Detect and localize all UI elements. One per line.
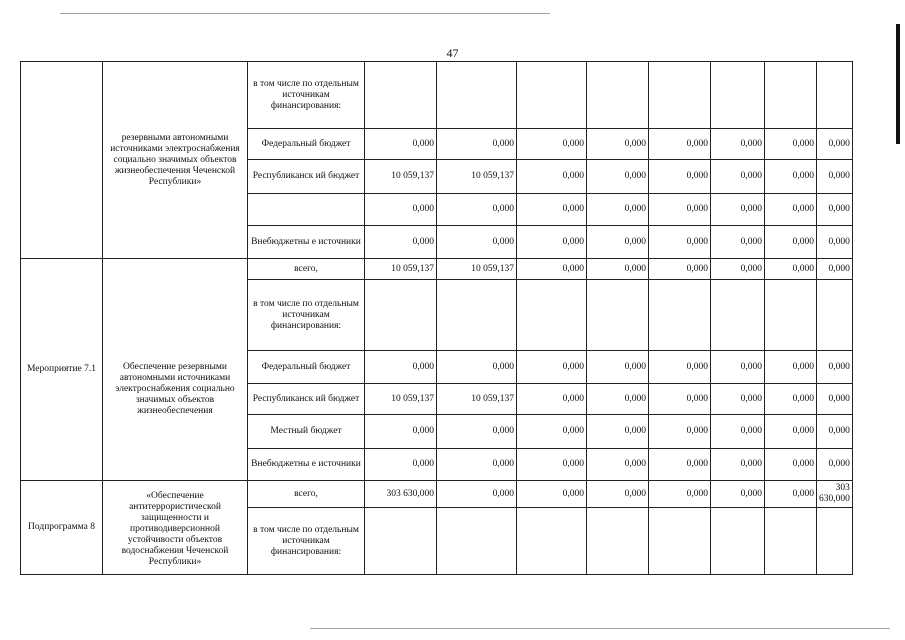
value-cell: 0,000 <box>649 449 711 481</box>
row-description: Обеспечение резервными автономными источниками электроснабжения социально значимых объектов жизнеобеспечения <box>103 259 248 481</box>
value-cell: 0,000 <box>711 129 765 160</box>
value-cell: 0,000 <box>587 194 649 226</box>
value-cell: 0,000 <box>587 449 649 481</box>
value-cell: 0,000 <box>517 449 587 481</box>
value-cell: 0,000 <box>437 129 517 160</box>
funding-source: Местный бюджет <box>248 415 365 449</box>
value-cell <box>437 62 517 129</box>
value-cell <box>365 62 437 129</box>
value-cell: 0,000 <box>587 481 649 508</box>
value-cell: 0,000 <box>365 129 437 160</box>
value-cell <box>817 62 853 129</box>
value-cell: 0,000 <box>765 194 817 226</box>
value-cell: 0,000 <box>765 226 817 259</box>
funding-source: Республиканск ий бюджет <box>248 384 365 415</box>
value-cell: 0,000 <box>817 415 853 449</box>
value-cell: 0,000 <box>711 259 765 280</box>
table-row <box>21 62 853 129</box>
value-cell: 0,000 <box>817 226 853 259</box>
value-cell <box>437 280 517 351</box>
value-cell: 0,000 <box>649 351 711 384</box>
row-label: Мероприятие 7.1 <box>21 259 103 481</box>
value-cell: 0,000 <box>517 259 587 280</box>
value-cell: 0,000 <box>649 160 711 194</box>
table-row <box>21 259 853 280</box>
value-cell: 0,000 <box>817 351 853 384</box>
value-cell: 10 059,137 <box>437 259 517 280</box>
value-cell <box>711 280 765 351</box>
value-cell: 0,000 <box>517 160 587 194</box>
value-cell: 0,000 <box>437 226 517 259</box>
value-cell: 0,000 <box>765 481 817 508</box>
value-cell: 0,000 <box>765 160 817 194</box>
value-cell: 0,000 <box>649 481 711 508</box>
value-cell <box>817 508 853 575</box>
value-cell: 0,000 <box>711 226 765 259</box>
value-cell: 0,000 <box>517 384 587 415</box>
value-cell <box>365 508 437 575</box>
value-cell: 10 059,137 <box>365 160 437 194</box>
value-cell: 0,000 <box>711 351 765 384</box>
value-cell <box>365 280 437 351</box>
value-cell: 0,000 <box>365 194 437 226</box>
value-cell: 0,000 <box>365 449 437 481</box>
value-cell: 0,000 <box>437 415 517 449</box>
value-cell: 0,000 <box>517 194 587 226</box>
value-cell <box>765 508 817 575</box>
value-cell: 0,000 <box>817 129 853 160</box>
value-cell: 0,000 <box>765 449 817 481</box>
value-cell <box>765 280 817 351</box>
value-cell: 10 059,137 <box>365 384 437 415</box>
row-description: резервными автономными источниками электроснабжения социально значимых объектов жизнеобеспечения Чеченской Республики» <box>103 62 248 259</box>
funding-source: в том числе по отдельным источникам финансирования: <box>248 280 365 351</box>
value-cell: 0,000 <box>765 415 817 449</box>
value-cell: 0,000 <box>817 449 853 481</box>
value-cell <box>437 508 517 575</box>
value-cell: 0,000 <box>587 129 649 160</box>
value-cell: 0,000 <box>711 415 765 449</box>
value-cell: 0,000 <box>711 194 765 226</box>
value-cell: 0,000 <box>649 194 711 226</box>
value-cell: 0,000 <box>765 129 817 160</box>
value-cell: 0,000 <box>365 415 437 449</box>
value-cell: 0,000 <box>765 384 817 415</box>
value-cell: 0,000 <box>587 384 649 415</box>
value-cell: 0,000 <box>587 160 649 194</box>
value-cell: 0,000 <box>711 384 765 415</box>
value-cell: 0,000 <box>817 259 853 280</box>
value-cell: 0,000 <box>437 351 517 384</box>
value-cell: 10 059,137 <box>437 384 517 415</box>
value-cell: 0,000 <box>817 384 853 415</box>
value-cell: 0,000 <box>587 415 649 449</box>
value-cell: 0,000 <box>437 481 517 508</box>
funding-source <box>248 194 365 226</box>
value-cell: 0,000 <box>587 226 649 259</box>
value-cell: 0,000 <box>517 415 587 449</box>
funding-source: в том числе по отдельным источникам финансирования: <box>248 62 365 129</box>
value-cell <box>517 62 587 129</box>
value-cell: 0,000 <box>517 129 587 160</box>
funding-source: Внебюджетны е источники <box>248 226 365 259</box>
value-cell: 0,000 <box>649 415 711 449</box>
value-cell: 0,000 <box>817 160 853 194</box>
value-cell <box>711 62 765 129</box>
value-cell <box>649 62 711 129</box>
value-cell <box>765 62 817 129</box>
value-cell: 0,000 <box>711 160 765 194</box>
value-cell: 0,000 <box>711 481 765 508</box>
value-cell: 0,000 <box>517 481 587 508</box>
value-cell: 0,000 <box>817 194 853 226</box>
value-cell: 0,000 <box>649 129 711 160</box>
value-cell: 10 059,137 <box>437 160 517 194</box>
budget-table <box>20 61 853 575</box>
value-cell <box>711 508 765 575</box>
value-cell: 10 059,137 <box>365 259 437 280</box>
value-cell: 0,000 <box>517 226 587 259</box>
value-cell: 0,000 <box>587 259 649 280</box>
value-cell: 0,000 <box>437 194 517 226</box>
value-cell: 303 630,000 <box>365 481 437 508</box>
value-cell <box>587 62 649 129</box>
funding-source: всего, <box>248 481 365 508</box>
value-cell: 0,000 <box>365 351 437 384</box>
value-cell <box>517 280 587 351</box>
funding-source: Республиканск ий бюджет <box>248 160 365 194</box>
row-label: Подпрограмма 8 <box>21 481 103 575</box>
scan-artifact-bottom <box>310 628 890 629</box>
value-cell: 0,000 <box>649 259 711 280</box>
value-cell: 303 630,000 <box>817 481 853 508</box>
page-number: 47 <box>446 46 459 60</box>
value-cell: 0,000 <box>711 449 765 481</box>
row-description: «Обеспечение антитеррористической защищенности и противодиверсионной устойчивости объектов водоснабжения Чеченской Республики» <box>103 481 248 575</box>
table-row <box>21 481 853 508</box>
funding-source: всего, <box>248 259 365 280</box>
funding-source: Внебюджетны е источники <box>248 449 365 481</box>
value-cell: 0,000 <box>765 351 817 384</box>
funding-source: в том числе по отдельным источникам финансирования: <box>248 508 365 575</box>
value-cell: 0,000 <box>649 384 711 415</box>
value-cell <box>649 508 711 575</box>
value-cell <box>649 280 711 351</box>
value-cell: 0,000 <box>649 226 711 259</box>
row-label <box>21 62 103 259</box>
value-cell <box>587 508 649 575</box>
value-cell <box>517 508 587 575</box>
value-cell: 0,000 <box>437 449 517 481</box>
value-cell: 0,000 <box>587 351 649 384</box>
value-cell: 0,000 <box>765 259 817 280</box>
scan-artifact-top <box>60 13 550 14</box>
value-cell <box>587 280 649 351</box>
scan-edge-mark <box>896 24 900 144</box>
funding-source: Федеральный бюджет <box>248 351 365 384</box>
value-cell: 0,000 <box>365 226 437 259</box>
funding-source: Федеральный бюджет <box>248 129 365 160</box>
value-cell: 0,000 <box>517 351 587 384</box>
value-cell <box>817 280 853 351</box>
